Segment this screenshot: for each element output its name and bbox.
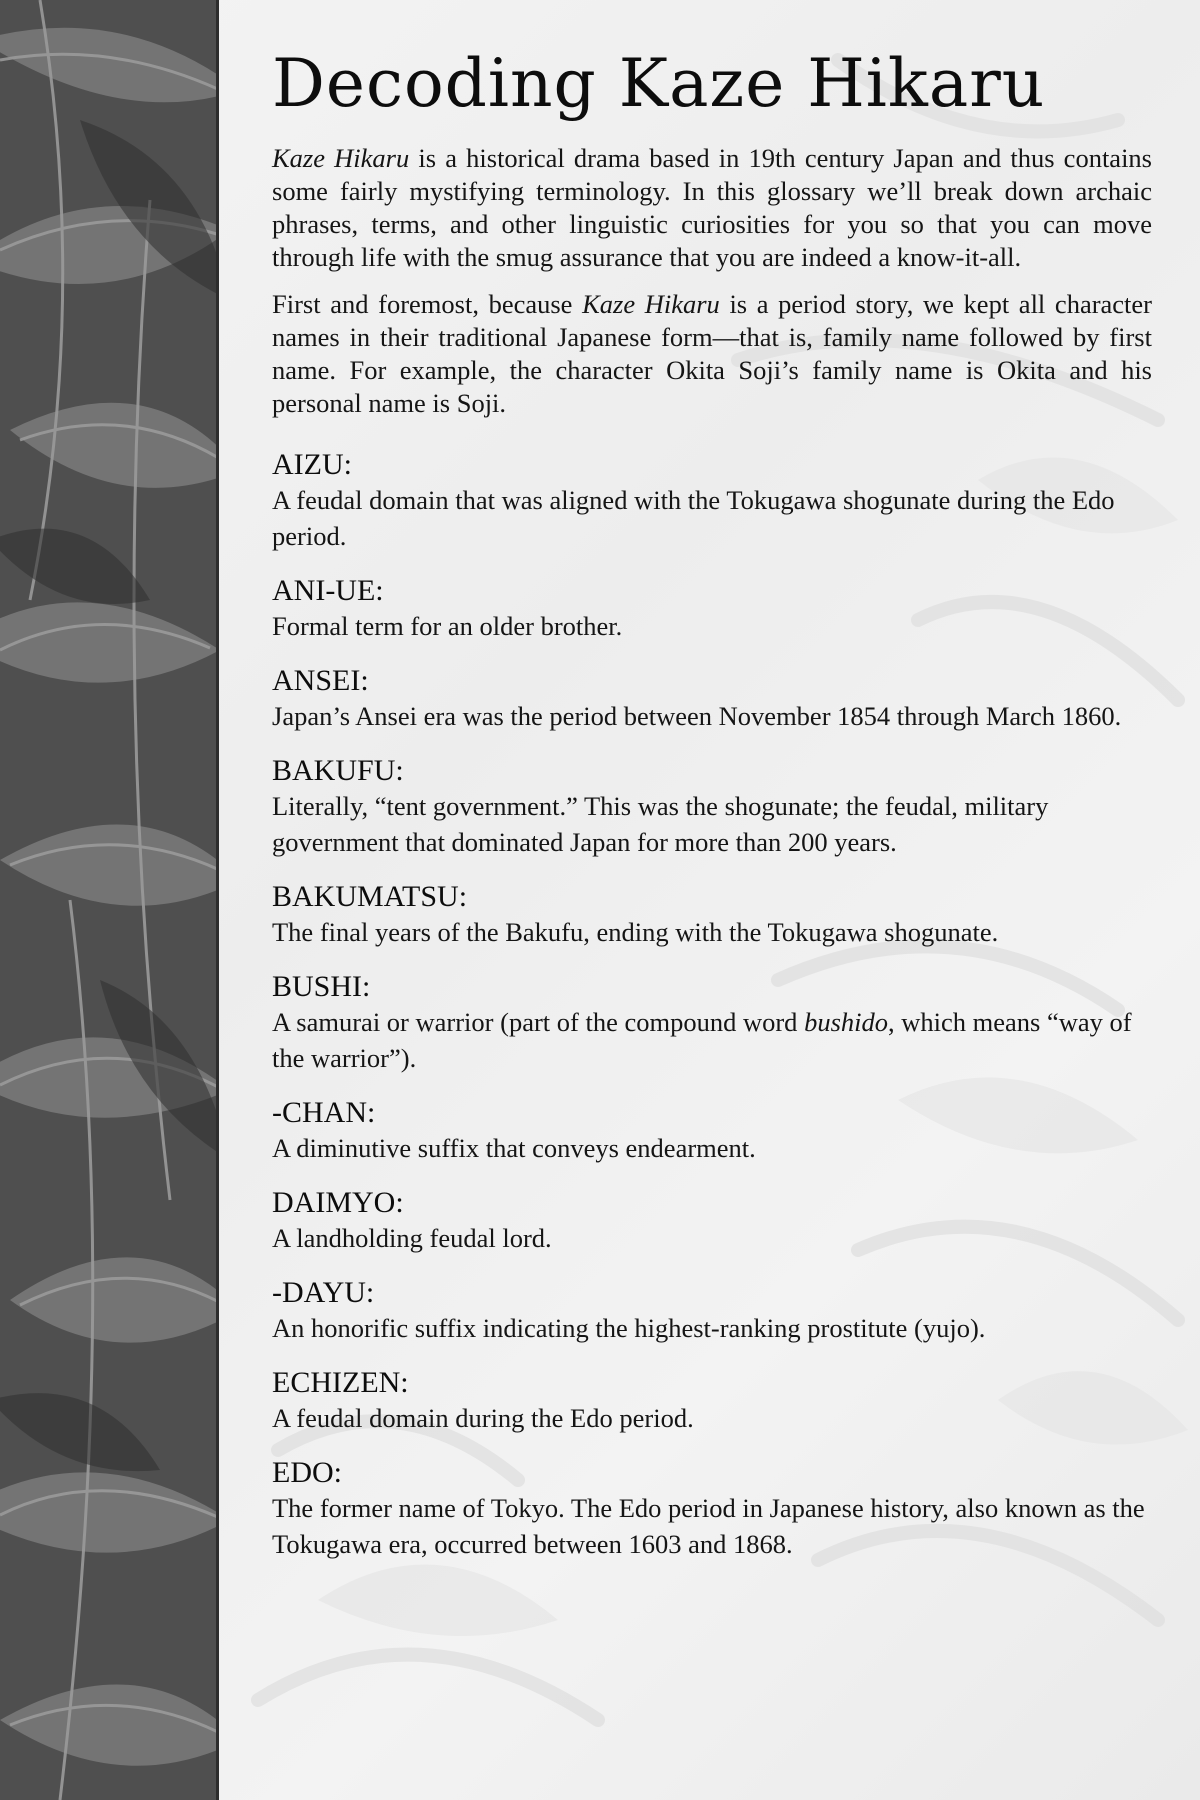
entry-term: ANI-UE: <box>272 574 384 607</box>
glossary-entry-bakumatsu <box>272 880 1152 950</box>
glossary-entry-bushi <box>272 970 1152 1076</box>
entry-term: ECHIZEN: <box>272 1366 409 1399</box>
glossary-entry-ansei <box>272 664 1152 734</box>
def-italic: bushido <box>804 1007 888 1037</box>
intro-p2-italic: Kaze Hikaru <box>582 289 720 319</box>
entry-term: AIZU: <box>272 448 352 481</box>
glossary-entry-ani-ue <box>272 574 1152 644</box>
intro-p2-after: is a period story, we kept all character names in their traditional Japanese form—that is, family name followed by first name. For example, the character Okita Soji’s family name is Okita and his personal name is Soji. <box>272 289 1153 418</box>
entry-term: -CHAN: <box>272 1096 376 1129</box>
entry-definition: An honorific suffix indicating the highest-ranking prostitute (yujo). <box>272 1313 986 1343</box>
glossary-entry-echizen <box>272 1366 1152 1436</box>
entry-term: EDO: <box>272 1456 342 1489</box>
entry-definition: A diminutive suffix that conveys endearment. <box>272 1133 756 1163</box>
intro-p2-before: First and foremost, because <box>272 289 583 319</box>
sidebar-leaf-pattern <box>0 0 218 1800</box>
page-title: Decoding Kaze Hikaru <box>272 45 1046 122</box>
glossary-entry-bakufu <box>272 754 1152 860</box>
entry-term: ANSEI: <box>272 664 369 697</box>
entry-definition <box>272 1004 1152 1076</box>
intro-p1-text: is a historical drama based in 19th century Japan and thus contains some fairly mystifying terminology. In this glossary we’ll break down archaic phrases, terms, and other linguistic curiosities for you so that you can move through life with the smug assurance that you are indeed a know-it-all. <box>272 143 1152 272</box>
intro-paragraph-1 <box>272 142 1152 274</box>
intro-p1-italic: Kaze Hikaru <box>272 143 410 173</box>
sidebar-edge <box>216 0 219 1800</box>
decorative-sidebar <box>0 0 218 1800</box>
glossary-entry-aizu <box>272 448 1152 554</box>
entry-term: BAKUFU: <box>272 754 404 787</box>
glossary-entry-edo <box>272 1456 1152 1562</box>
glossary-entry-chan <box>272 1096 1152 1166</box>
entry-definition: A feudal domain that was aligned with the Tokugawa shogunate during the Edo period. <box>272 485 1115 551</box>
entry-definition: Japan’s Ansei era was the period between November 1854 through March 1860. <box>272 701 1122 731</box>
def-before: A samurai or warrior (part of the compound word <box>272 1007 805 1037</box>
glossary-content <box>272 44 1152 1582</box>
entry-definition: A feudal domain during the Edo period. <box>272 1403 694 1433</box>
entry-definition: A landholding feudal lord. <box>272 1223 552 1253</box>
entry-term: -DAYU: <box>272 1276 375 1309</box>
def-after: , which means “way of the warrior”). <box>272 1007 1132 1073</box>
entry-term: BAKUMATSU: <box>272 880 468 913</box>
entry-definition: The final years of the Bakufu, ending with the Tokugawa shogunate. <box>272 917 999 947</box>
entry-term: DAIMYO: <box>272 1186 404 1219</box>
entry-term: BUSHI: <box>272 970 371 1003</box>
entry-definition: Formal term for an older brother. <box>272 611 623 641</box>
glossary-entry-dayu <box>272 1276 1152 1346</box>
intro-paragraph-2 <box>272 288 1152 420</box>
glossary-entry-daimyo <box>272 1186 1152 1256</box>
entry-definition: Literally, “tent government.” This was the shogunate; the feudal, military government that dominated Japan for more than 200 years. <box>272 791 1049 857</box>
entry-definition: The former name of Tokyo. The Edo period in Japanese history, also known as the Tokugawa era, occurred between 1603 and 1868. <box>272 1493 1145 1559</box>
section-gap <box>272 434 1152 448</box>
